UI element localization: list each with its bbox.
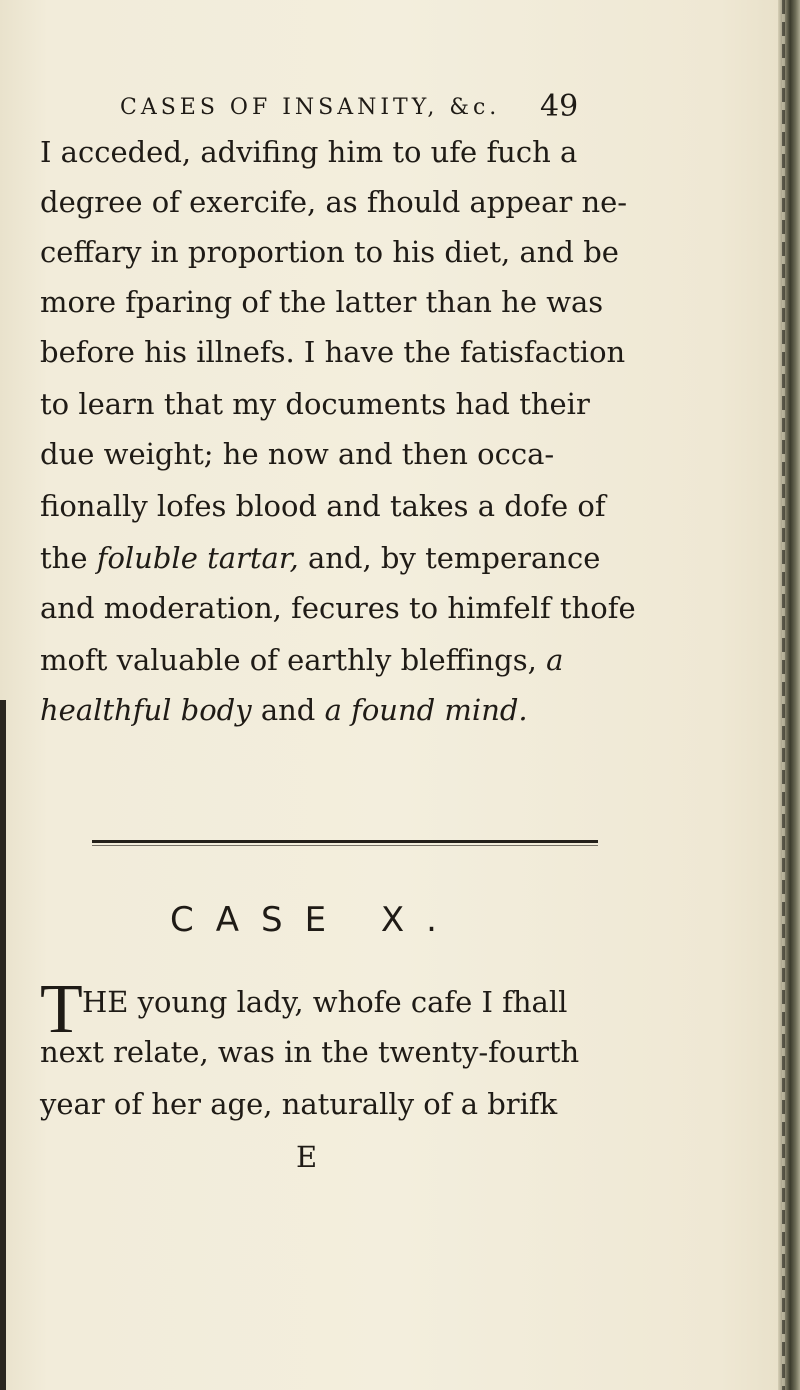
page-left-edge-shadow <box>0 700 6 1390</box>
text-span: and <box>251 693 325 727</box>
italic-span: a <box>546 643 564 677</box>
text-line <box>40 693 528 727</box>
text-line: next relate, was in the twenty-fourth <box>40 1035 580 1069</box>
text-span: the <box>40 541 97 575</box>
text-line: degree of exercife, as fhould appear ne- <box>40 185 628 219</box>
text-line: fionally lofes blood and takes a dofe of <box>40 489 606 523</box>
text-line: due weight; he now and then occa- <box>40 437 555 471</box>
text-line <box>40 541 601 575</box>
text-line: to learn that my documents had their <box>40 387 590 421</box>
text-line: I acceded, advifing him to ufe fuch a <box>40 135 578 169</box>
drop-cap: T <box>40 971 83 1048</box>
text-line: ceffary in proportion to his diet, and be <box>40 235 619 269</box>
italic-span: a found mind. <box>324 693 528 727</box>
catchword: E <box>296 1140 318 1174</box>
text-span: and, by temperance <box>298 541 601 575</box>
case-heading: CASE X. <box>170 900 459 940</box>
text-line <box>40 643 564 677</box>
running-header <box>120 89 610 124</box>
italic-span: healthful body <box>40 693 252 727</box>
text-span: moft valuable of earthly bleffings, <box>40 643 547 677</box>
italic-span: foluble tartar, <box>96 541 299 575</box>
text-line: more fparing of the latter than he was <box>40 285 604 319</box>
text-line: year of her age, naturally of a brifk <box>40 1087 558 1121</box>
text-line: and moderation, fecures to himfelf thofe <box>40 591 636 625</box>
text-line: HE young lady, whofe cafe I fhall <box>82 985 568 1019</box>
book-spine-edge <box>778 0 800 1390</box>
section-divider-rule <box>92 840 598 843</box>
running-title: CASES OF INSANITY, &c. <box>120 95 501 120</box>
page-number: 49 <box>540 89 579 124</box>
text-line: before his illnefs. I have the fatisfaction <box>40 335 626 369</box>
